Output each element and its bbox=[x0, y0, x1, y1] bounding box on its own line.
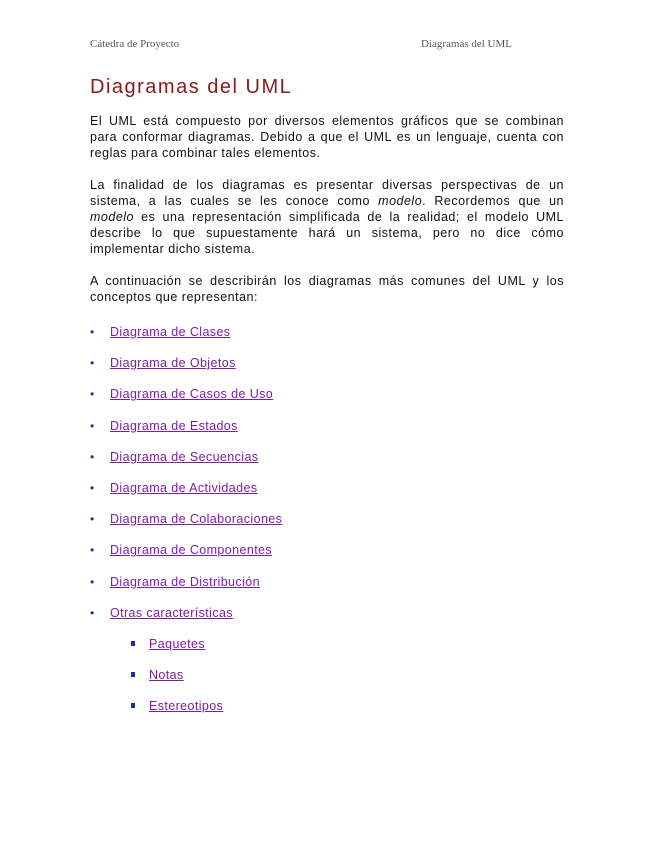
link-diagrama-estados[interactable]: Diagrama de Estados bbox=[110, 418, 238, 433]
bullet-icon: • bbox=[90, 543, 95, 558]
square-bullet-icon bbox=[131, 703, 135, 708]
bullet-icon: • bbox=[90, 574, 95, 589]
bullet-icon: • bbox=[90, 418, 95, 433]
bullet-icon: • bbox=[90, 356, 95, 371]
list-item bbox=[90, 356, 564, 387]
link-diagrama-clases[interactable]: Diagrama de Clases bbox=[110, 325, 231, 339]
emphasis-modelo-2: modelo bbox=[90, 210, 134, 224]
link-estereotipos[interactable]: Estereotipos bbox=[149, 699, 224, 714]
sub-list-item bbox=[90, 699, 564, 730]
list-item bbox=[90, 325, 564, 356]
list-item bbox=[90, 575, 564, 606]
paragraph-purpose-text-a: La finalidad de los diagramas es presentar diversas perspectivas de un sistema, a las cuales se les conoce como bbox=[90, 178, 564, 208]
link-diagrama-secuencias[interactable]: Diagrama de Secuencias bbox=[110, 449, 259, 464]
square-bullet-icon bbox=[131, 672, 135, 677]
link-paquetes[interactable]: Paquetes bbox=[149, 636, 206, 651]
bullet-icon: • bbox=[90, 325, 95, 339]
diagram-link-list bbox=[90, 325, 564, 637]
square-bullet-icon bbox=[131, 641, 135, 646]
bullet-icon: • bbox=[90, 449, 95, 464]
link-diagrama-colaboraciones[interactable]: Diagrama de Colaboraciones bbox=[110, 512, 283, 527]
list-item bbox=[90, 419, 564, 450]
bullet-icon: • bbox=[90, 512, 95, 527]
paragraph-list-intro: A continuación se describirán los diagramas más comunes del UML y los conceptos que representan: bbox=[90, 274, 564, 304]
list-item bbox=[90, 387, 564, 418]
bullet-icon: • bbox=[90, 387, 95, 402]
other-features-sublist bbox=[90, 637, 564, 731]
paragraph-purpose bbox=[90, 177, 564, 257]
list-item bbox=[90, 543, 564, 574]
link-diagrama-componentes[interactable]: Diagrama de Componentes bbox=[110, 543, 273, 558]
link-diagrama-actividades[interactable]: Diagrama de Actividades bbox=[110, 480, 258, 495]
paragraph-intro: El UML está compuesto por diversos elementos gráficos que se combinan para conformar diagramas. Debido a que el UML es un lenguaje, cuenta con reglas para combinar tales elementos. bbox=[90, 114, 564, 160]
header-left-text: Cátedra de Proyecto bbox=[90, 38, 180, 50]
sub-list-item bbox=[90, 637, 564, 668]
paragraph-purpose-text-c: es una representación simplificada de la realidad; el modelo UML describe lo que supuestamente hará un sistema, pero no dice cómo implementar dicho sistema. bbox=[90, 210, 564, 256]
link-otras-caracteristicas[interactable]: Otras características bbox=[110, 605, 234, 620]
link-notas[interactable]: Notas bbox=[149, 668, 184, 683]
list-item bbox=[90, 512, 564, 543]
list-item bbox=[90, 606, 564, 637]
list-item bbox=[90, 450, 564, 481]
bullet-icon: • bbox=[90, 480, 95, 495]
list-item bbox=[90, 481, 564, 512]
link-diagrama-casos-de-uso[interactable]: Diagrama de Casos de Uso bbox=[110, 387, 274, 402]
page-title: Diagramas del UML bbox=[90, 76, 293, 98]
page-header bbox=[90, 38, 512, 50]
header-right-text: Diagramas del UML bbox=[420, 38, 512, 50]
emphasis-modelo-1: modelo bbox=[378, 194, 423, 208]
link-diagrama-objetos[interactable]: Diagrama de Objetos bbox=[110, 356, 236, 371]
sub-list-item bbox=[90, 668, 564, 699]
link-diagrama-distribucion[interactable]: Diagrama de Distribución bbox=[110, 574, 260, 589]
document-body bbox=[90, 76, 564, 730]
bullet-icon: • bbox=[90, 605, 95, 620]
paragraph-purpose-text-b: . Recordemos que un bbox=[422, 194, 564, 208]
